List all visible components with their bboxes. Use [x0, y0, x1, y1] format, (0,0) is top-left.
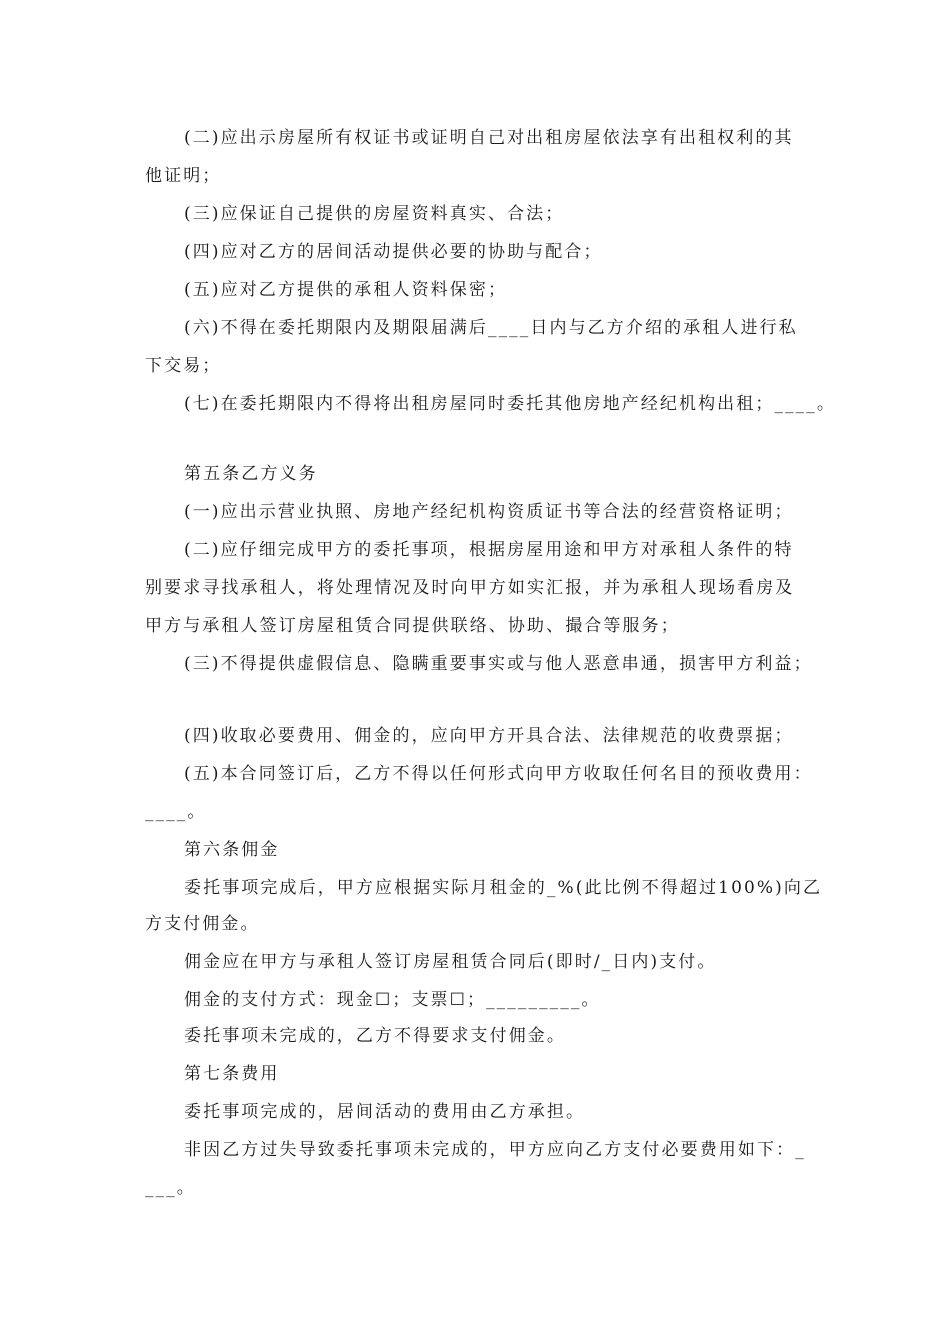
clause-4-item-2-line-1: (二)应出示房屋所有权证书或证明自己对出租房屋依法享有出租权利的其: [184, 128, 794, 148]
clause-6-para-1-line-2: 方支付佣金。: [145, 914, 260, 934]
clause-4-item-5: (五)应对乙方提供的承租人资料保密；: [184, 280, 508, 300]
clause-7-para-2-line-1: 非因乙方过失导致委托事项未完成的，甲方应向乙方支付必要费用如下：_: [184, 1140, 806, 1160]
clause-6-para-4: 委托事项未完成的，乙方不得要求支付佣金。: [184, 1026, 566, 1046]
clause-5-item-3: (三)不得提供虚假信息、隐瞒重要事实或与他人恶意串通，损害甲方利益；: [184, 654, 813, 674]
clause-4-item-6-line-1: (六)不得在委托期限内及期限届满后____日内与乙方介绍的承租人进行私: [184, 318, 798, 338]
clause-6-para-1-line-1: 委托事项完成后，甲方应根据实际月租金的_%(此比例不得超过100%)向乙: [184, 878, 823, 898]
clause-5-item-2-line-1: (二)应仔细完成甲方的委托事项，根据房屋用途和甲方对承租人条件的特: [184, 540, 794, 560]
clause-7-heading: 第七条费用: [184, 1064, 280, 1084]
clause-4-item-4: (四)应对乙方的居间活动提供必要的协助与配合；: [184, 242, 603, 262]
clause-5-item-1: (一)应出示营业执照、房地产经纪机构资质证书等合法的经营资格证明；: [184, 502, 794, 522]
clause-4-item-6-line-2: 下交易；: [145, 356, 222, 376]
clause-6-para-2: 佣金应在甲方与承租人签订房屋租赁合同后(即时/_日内)支付。: [184, 952, 717, 972]
clause-5-item-5-line-1: (五)本合同签订后，乙方不得以任何形式向甲方收取任何名目的预收费用：: [184, 764, 813, 784]
clause-5-heading: 第五条乙方义务: [184, 464, 318, 484]
clause-5-item-2-line-2: 别要求寻找承租人，将处理情况及时向甲方如实汇报，并为承租人现场看房及: [145, 578, 795, 598]
clause-7-para-1: 委托事项完成的，居间活动的费用由乙方承担。: [184, 1102, 586, 1122]
clause-4-item-7: (七)在委托期限内不得将出租房屋同时委托其他房地产经纪机构出租；____。: [184, 394, 836, 414]
clause-5-item-2-line-3: 甲方与承租人签订房屋租赁合同提供联络、协助、撮合等服务；: [145, 616, 680, 636]
clause-6-para-3: 佣金的支付方式：现金☐；支票☐；_________。: [184, 990, 601, 1010]
clause-4-item-3: (三)应保证自己提供的房屋资料真实、合法；: [184, 204, 565, 224]
clause-5-item-4: (四)收取必要费用、佣金的，应向甲方开具合法、法律规范的收费票据；: [184, 726, 794, 746]
clause-7-para-2-line-2: ___。: [145, 1178, 196, 1198]
clause-4-item-2-line-2: 他证明；: [145, 166, 222, 186]
clause-5-item-5-line-2: ____。: [145, 802, 207, 822]
clause-6-heading: 第六条佣金: [184, 840, 280, 860]
